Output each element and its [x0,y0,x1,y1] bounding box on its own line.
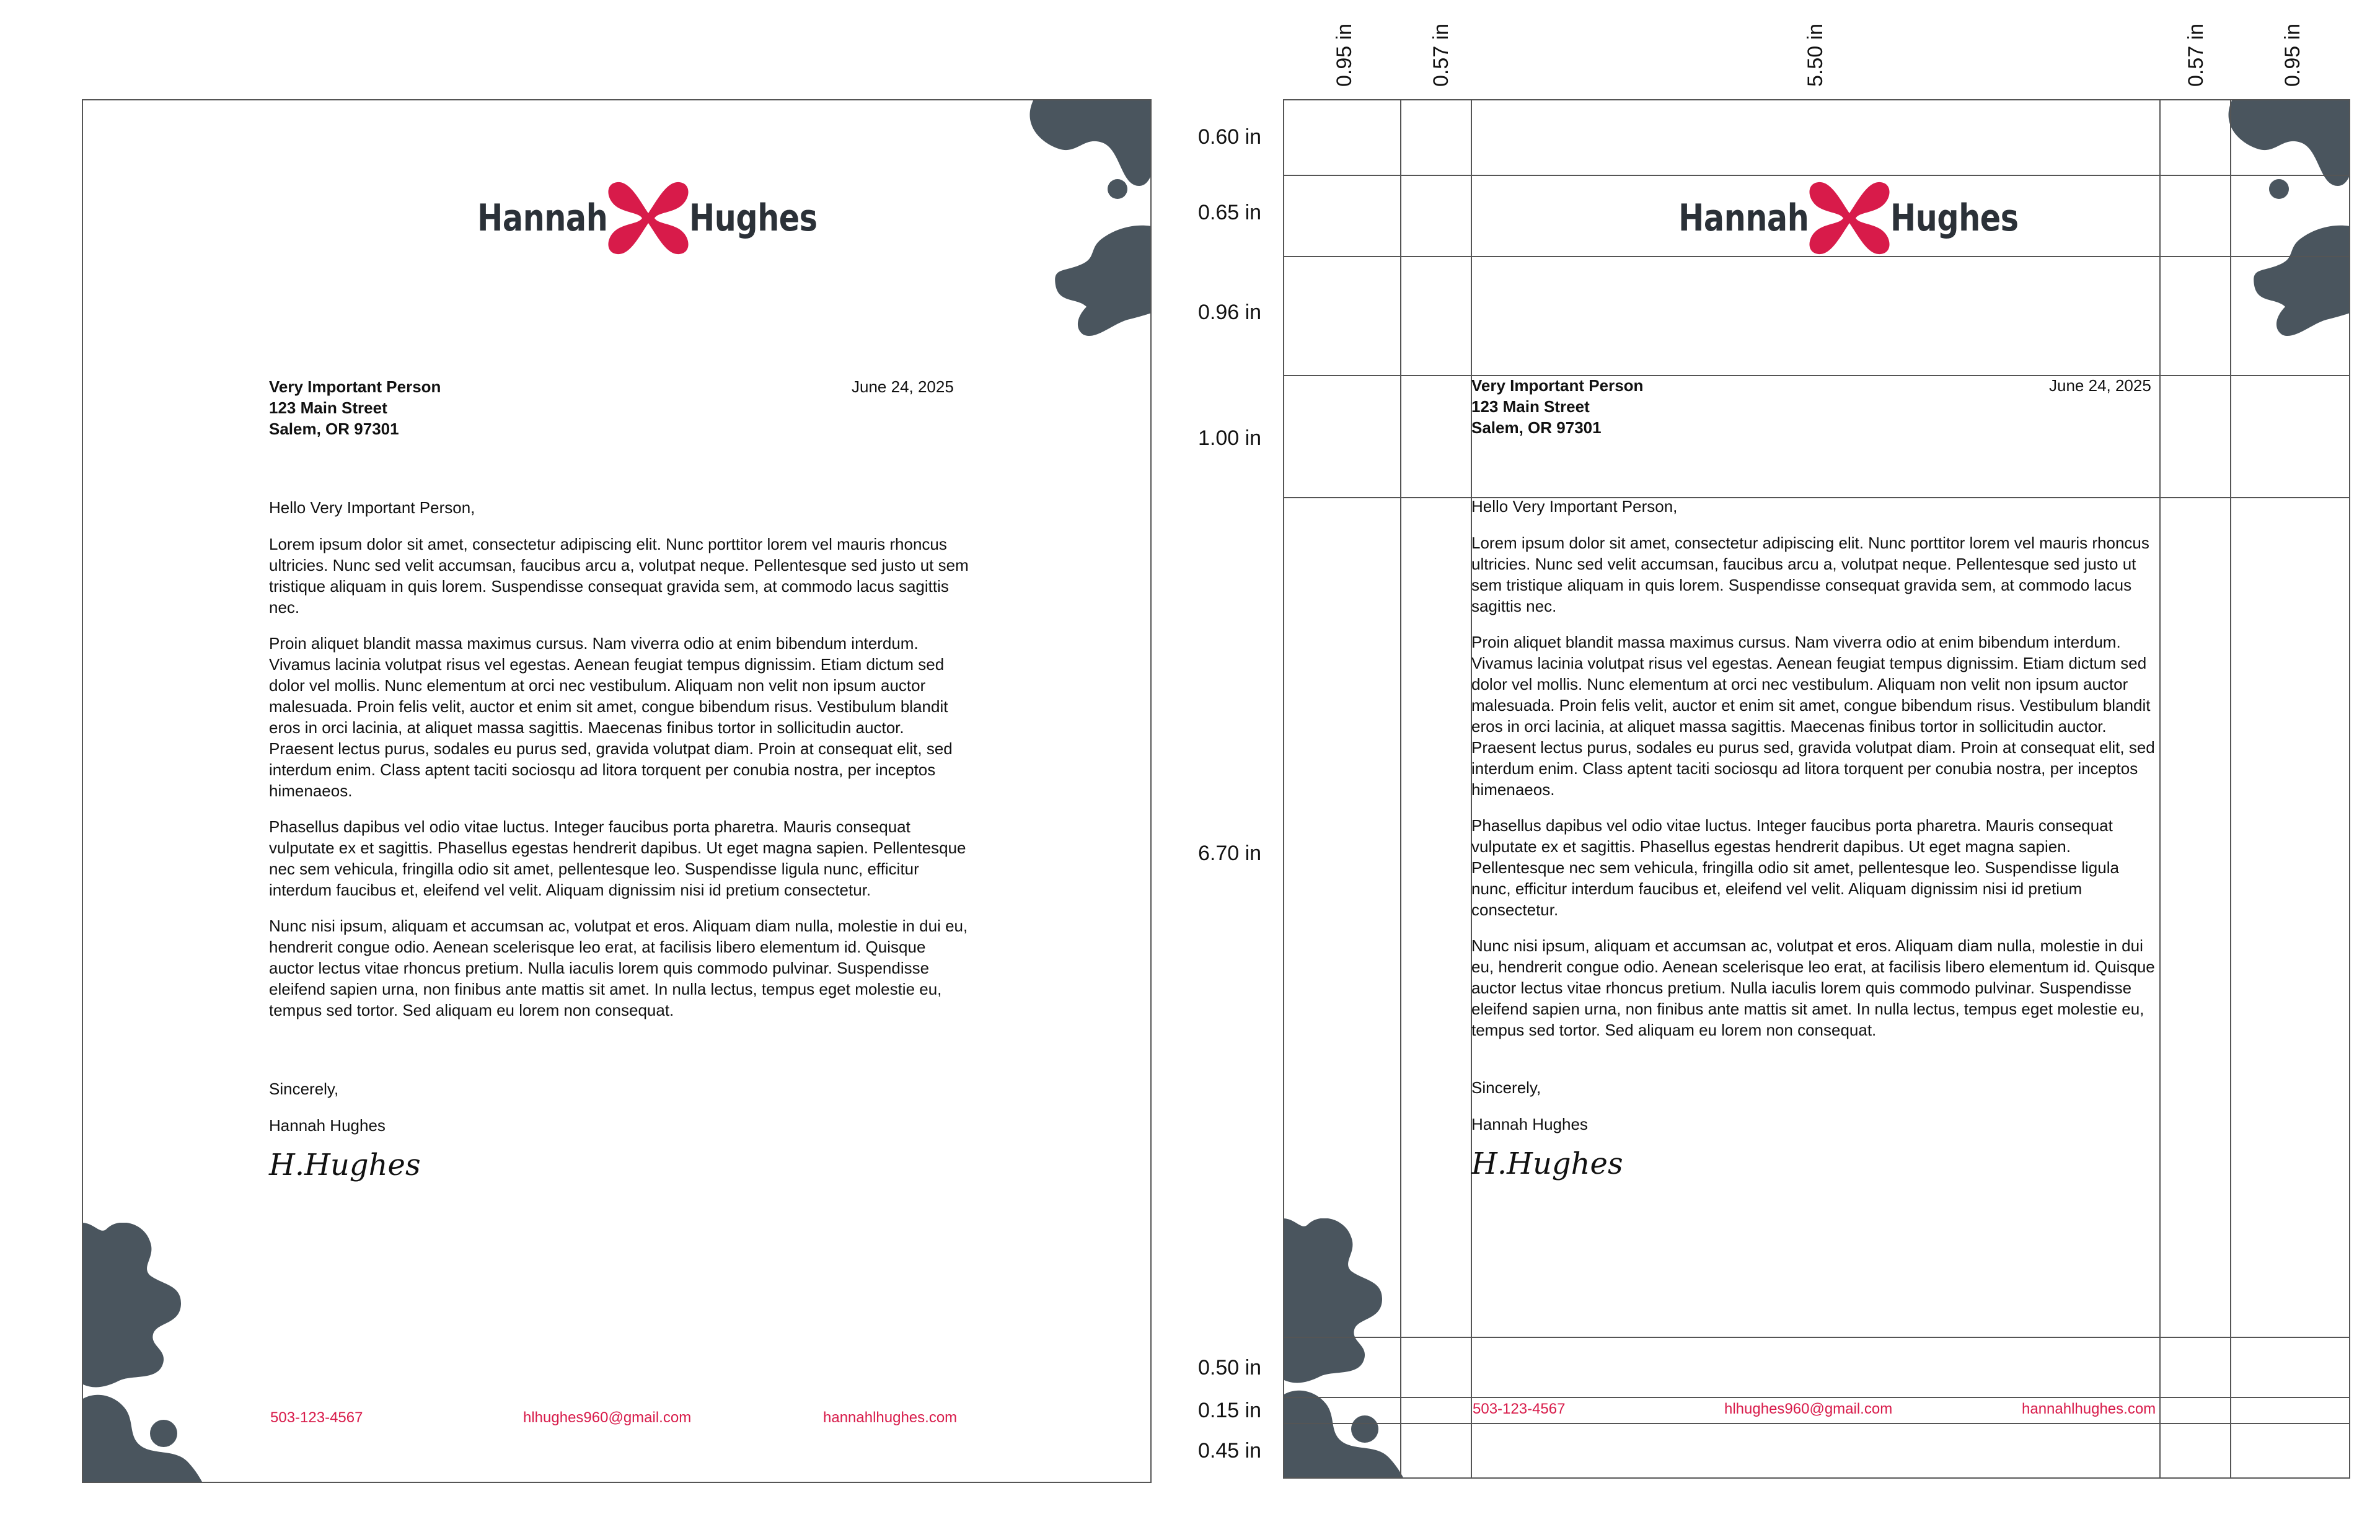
row-dimension-label: 6.70 in [1198,842,1262,865]
logo-last-name: Hughes [1890,196,2019,240]
body-paragraph: Nunc nisi ipsum, aliquam et accumsan ac, volutpat et eros. Aliquam diam nulla, molestie in dui eu, hendrerit congue odio. Aenean scelerisque leo erat, at facilisis libero elementum id. Quisque auctor lectus vitae rhoncus pretium. Nulla iaculis lorem quis commodo pulvinar. Suspendisse eleifend sapien urna, non finibus ante mattis sit amet. In nulla lectus, tempus eget molestie eu, tempus sed tortor. Sed aliquam eu lorem non consequat. [1471,936,2155,1039]
footer-email[interactable]: hlhughes960@gmail.com [523,1409,692,1426]
signer-name: Hannah Hughes [1471,1115,1588,1133]
recipient-street: 123 Main Street [269,398,387,417]
logo-last-name: Hughes [689,196,818,240]
closing: Sincerely, [1471,1078,1541,1097]
butterfly-icon [1806,175,1893,262]
greeting: Hello Very Important Person, [269,498,475,517]
grid-row-line [1284,1423,2349,1424]
column-dimension-label: 0.95 in [1333,23,1356,87]
letter-page [82,99,1152,1483]
grid-row-line [1284,1337,2349,1338]
signature: H.Hughes [1471,1146,1623,1181]
footer-phone[interactable]: 503-123-4567 [1473,1401,1566,1417]
brand-logo [449,175,845,262]
letter-page-grid [1283,99,2350,1479]
recipient-city: Salem, OR 97301 [269,420,399,438]
column-dimension-label: 0.57 in [1429,23,1453,87]
footer-website[interactable]: hannahlhughes.com [823,1409,958,1426]
row-dimension-label: 1.00 in [1198,426,1262,450]
body-paragraph: Nunc nisi ipsum, aliquam et accumsan ac, volutpat et eros. Aliquam diam nulla, molestie in dui eu, hendrerit congue odio. Aenean scelerisque leo erat, at facilisis libero elementum id. Quisque auctor lectus vitae rhoncus pretium. Nulla iaculis lorem quis commodo pulvinar. Suspendisse eleifend sapien urna, non finibus ante mattis sit amet. In nulla lectus, tempus eget molestie eu, tempus sed tortor. Sed aliquam eu lorem non consequat. [269,917,968,1019]
logo-first-name: Hannah [477,196,608,240]
grid-column-line [2230,100,2231,1477]
footer-website[interactable]: hannahlhughes.com [2022,1401,2156,1417]
body-paragraph: Proin aliquet blandit massa maximus cursus. Nam viverra odio at enim bibendum interdum. Vivamus lacinia volutpat risus vel egestas. Aenean feugiat tempus dignissim. Etiam dictum sed dolor vel mollis. Nunc elementum at orci nec vestibulum. Aliquam non velit non ipsum auctor malesuada. Proin felis velit, auctor et enim sit amet, congue bibendum risus. Vestibulum blandit eros in orci lacinia, at aliquet massa sagittis. Maecenas finibus tortor in sollicitudin auctor. Praesent lectus purus, sodales eu purus sed, gravida volutpat diam. Proin at consequat elit, sed interdum enim. Class aptent taciti sociosqu ad litora torquent per conubia nostra, per inceptos himenaeos. [1471,633,2155,799]
letter-date: June 24, 2025 [2049,376,2151,395]
signer-name: Hannah Hughes [269,1116,386,1135]
body-paragraph: Lorem ipsum dolor sit amet, consectetur adipiscing elit. Nunc porttitor lorem vel mauris rhoncus ultricies. Nunc sed velit accumsan, faucibus arcu a, volutpat neque. Pellentesque sed justo ut sem tristique aliquam in quis lorem. Suspendisse consequat gravida sem, at commodo lacus sagittis nec. [1471,534,2149,615]
signature: H.Hughes [269,1148,421,1182]
logo-first-name: Hannah [1678,196,1809,240]
grid-row-line [1284,375,2349,376]
greeting: Hello Very Important Person, [1471,497,1678,516]
decorative-blob-top-right [1028,99,1152,338]
letter-body [1471,532,2161,1055]
butterfly-icon [605,175,692,262]
row-dimension-label: 0.60 in [1198,125,1262,149]
grid-column-line [1400,100,1401,1477]
body-paragraph: Proin aliquet blandit massa maximus cursus. Nam viverra odio at enim bibendum interdum. Vivamus lacinia volutpat risus vel egestas. Aenean feugiat tempus dignissim. Etiam dictum sed dolor vel mollis. Nunc elementum at orci nec vestibulum. Aliquam non velit non ipsum auctor malesuada. Proin felis velit, auctor et enim sit amet, congue bibendum risus. Vestibulum blandit eros in orci lacinia, at aliquet massa sagittis. Maecenas finibus tortor in sollicitudin auctor. Praesent lectus purus, sodales eu purus sed, gravida volutpat diam. Proin at consequat elit, sed interdum enim. Class aptent taciti sociosqu ad litora torquent per conubia nostra, per inceptos himenaeos. [269,634,953,800]
brand-logo [1650,175,2047,262]
grid-row-line [1284,1397,2349,1398]
footer-phone[interactable]: 503-123-4567 [270,1409,363,1426]
decorative-blob-top-right [2226,99,2350,338]
row-dimension-label: 0.50 in [1198,1356,1262,1379]
recipient-name: Very Important Person [269,377,441,396]
row-dimension-label: 0.65 in [1198,201,1262,224]
recipient-city: Salem, OR 97301 [1471,418,1602,437]
footer-email[interactable]: hlhughes960@gmail.com [1724,1401,1893,1417]
recipient-street: 123 Main Street [1471,397,1590,416]
row-dimension-label: 0.45 in [1198,1439,1262,1463]
recipient-name: Very Important Person [1471,376,1644,395]
body-paragraph: Phasellus dapibus vel odio vitae luctus. Integer faucibus porta pharetra. Mauris consequat vulputate ex et sagittis. Phasellus egestas hendrerit dapibus. Ut eget magna sapien. Pellentesque nec sem vehicula, fringilla odio sit amet, pellentesque leo. Suspendisse ligula nunc, efficitur interdum faucibus et, eleifend vel velit. Aliquam dignissim nisi id pretium consectetur. [1471,816,2119,919]
column-dimension-label: 0.95 in [2281,23,2304,87]
decorative-blob-bottom-left [82,1223,206,1483]
column-dimension-label: 0.57 in [2184,23,2208,87]
row-dimension-label: 0.15 in [1198,1399,1262,1422]
body-paragraph: Lorem ipsum dolor sit amet, consectetur adipiscing elit. Nunc porttitor lorem vel mauris rhoncus ultricies. Nunc sed velit accumsan, faucibus arcu a, volutpat neque. Pellentesque sed justo ut sem tristique aliquam in quis lorem. Suspendisse consequat gravida sem, at commodo lacus sagittis nec. [269,535,969,617]
letter-date: June 24, 2025 [852,377,954,396]
body-paragraph: Phasellus dapibus vel odio vitae luctus. Integer faucibus porta pharetra. Mauris consequat vulputate ex et sagittis. Phasellus egestas hendrerit dapibus. Ut eget magna sapien. Pellentesque nec sem vehicula, fringilla odio sit amet, pellentesque leo. Suspendisse ligula nunc, efficitur interdum faucibus et, eleifend vel velit. Aliquam dignissim nisi id pretium consectetur. [269,817,966,899]
column-dimension-label: 5.50 in [1804,23,1827,87]
letter-body [269,534,969,1036]
closing: Sincerely, [269,1080,339,1098]
row-dimension-label: 0.96 in [1198,301,1262,324]
decorative-blob-bottom-left [1283,1218,1407,1479]
grid-row-line [1284,497,2349,498]
